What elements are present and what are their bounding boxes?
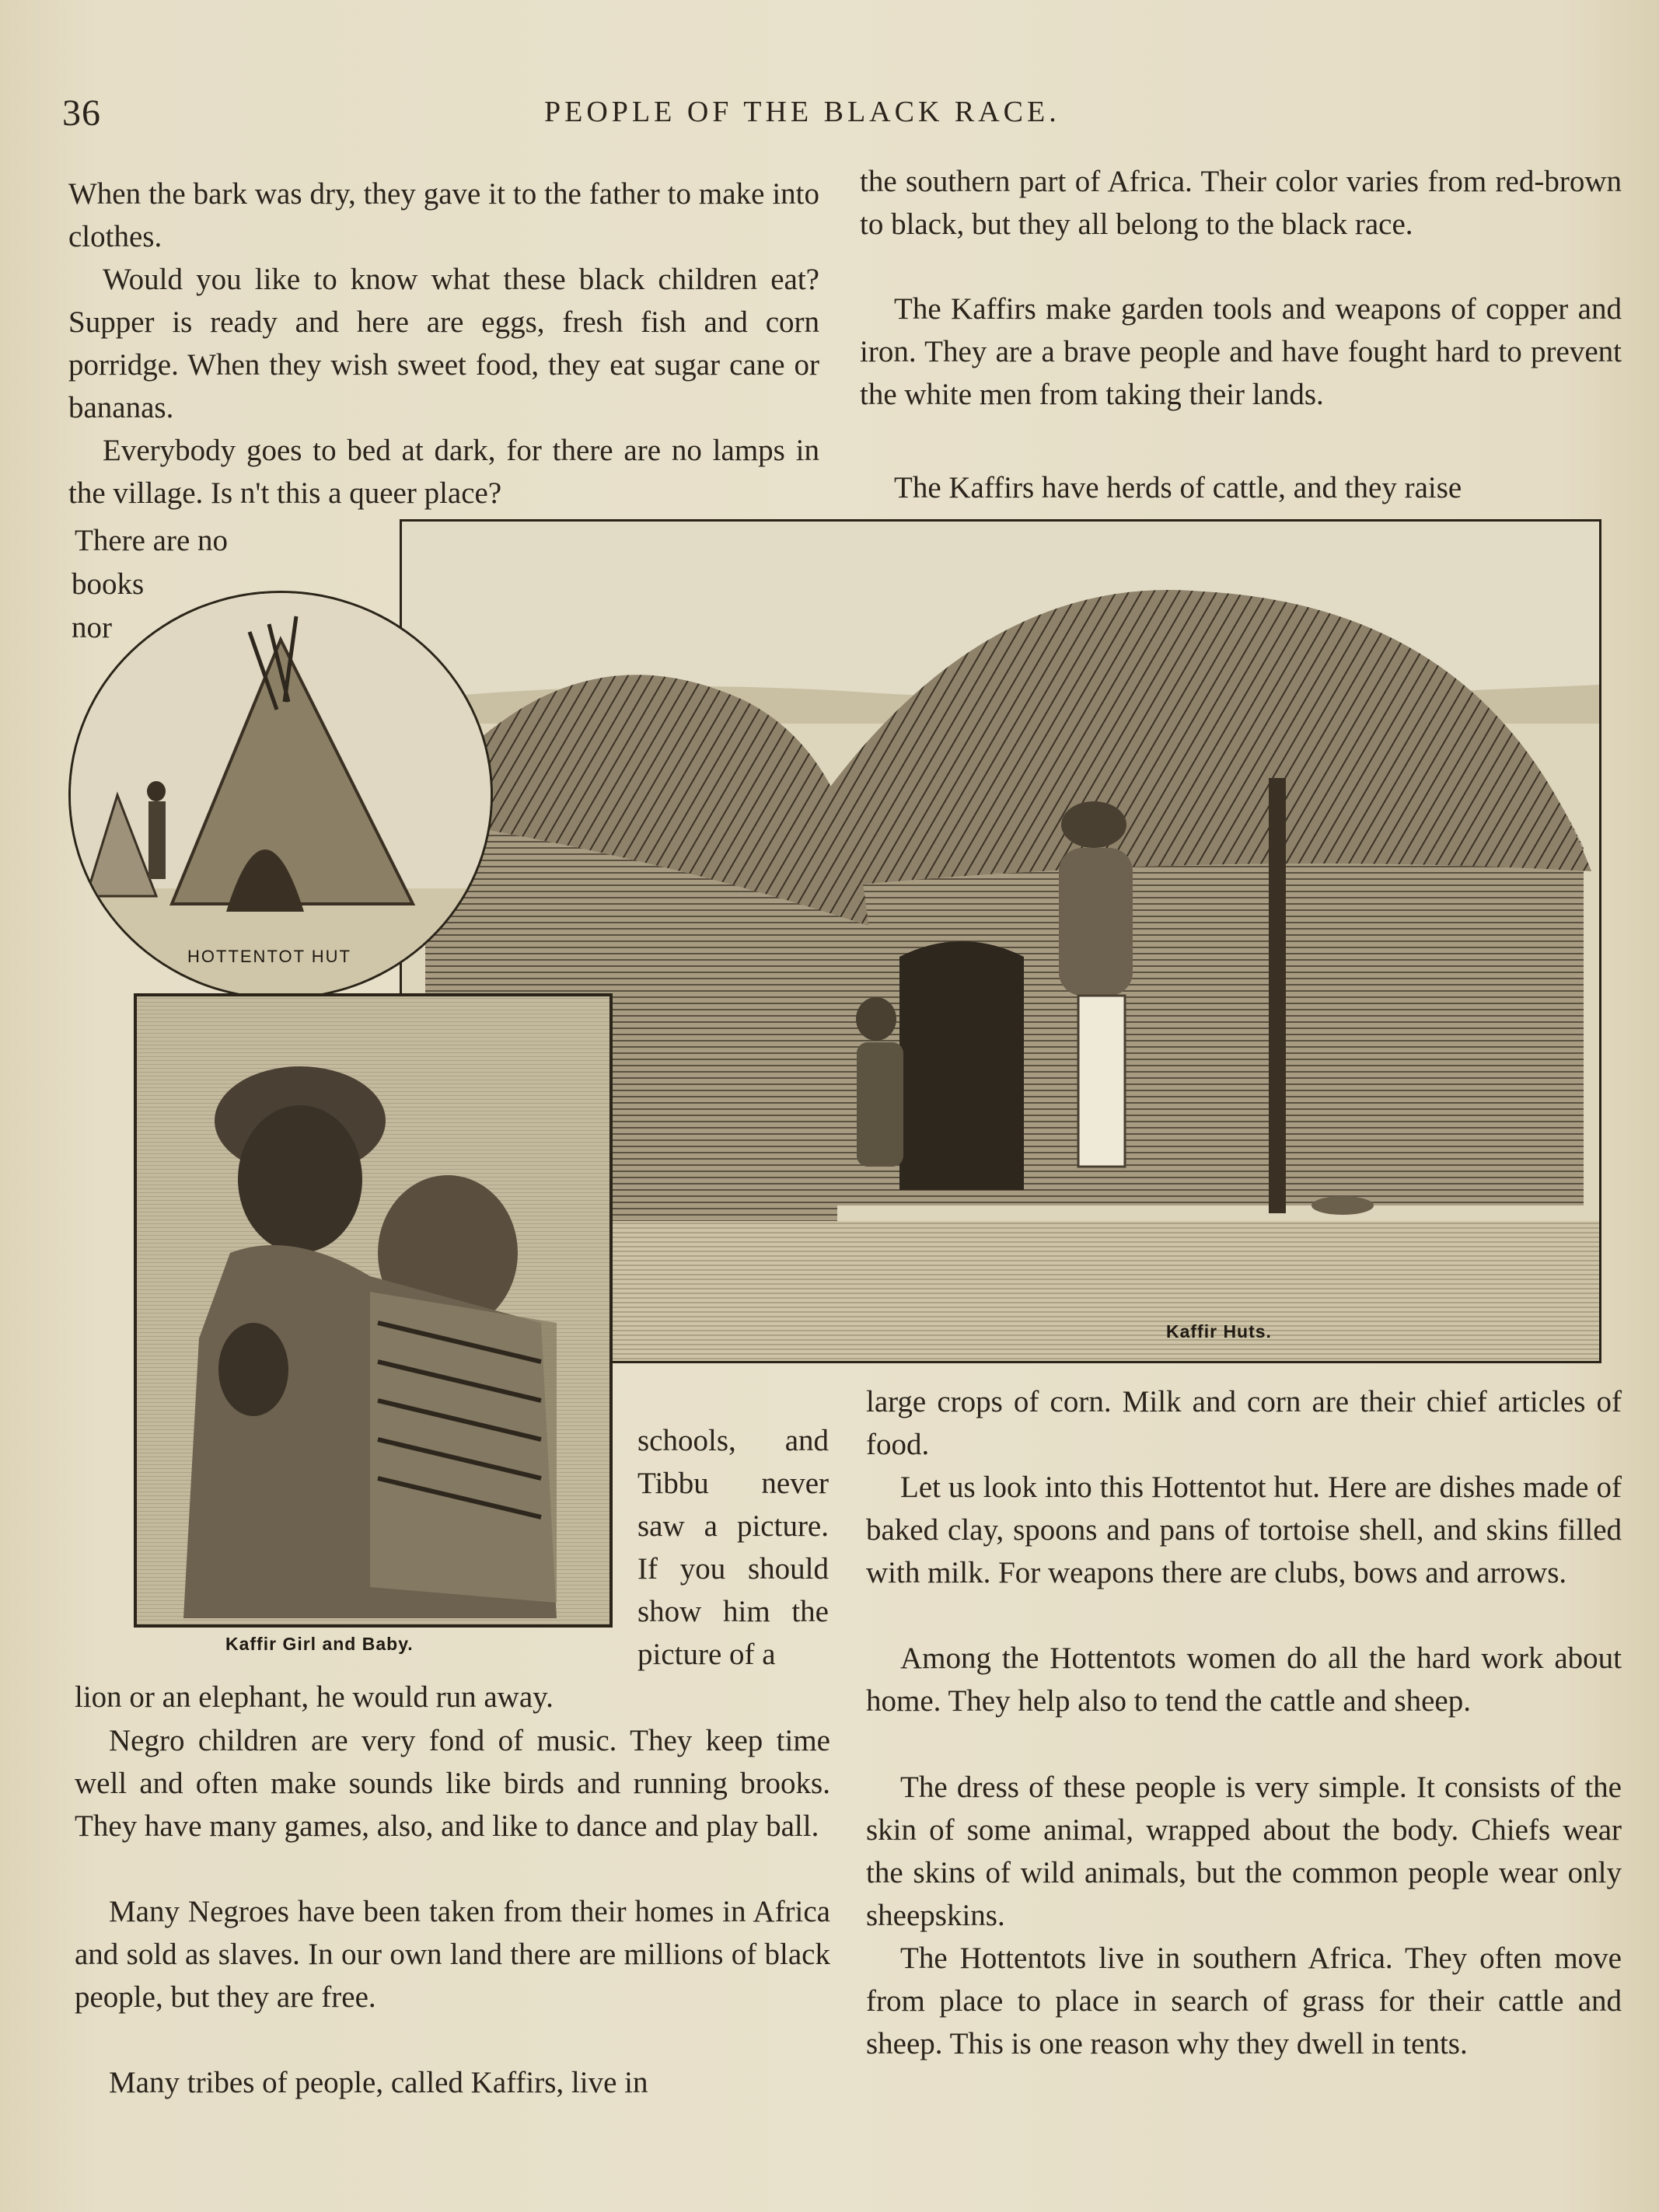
left-paragraph-4-narrow: schools, and Tibbu never saw a picture. If you should show him the picture of a: [637, 1424, 829, 1671]
right-paragraph-3: The Kaffirs have herds of cattle, and they raise: [894, 471, 1462, 504]
left-paragraph-6: Many Negroes have been taken from their homes in Africa and sold as slaves. In our own land there are millions of black people, but they are free.: [75, 1895, 830, 2014]
right-paragraph-1: the southern part of Africa. Their color varies from red-brown to black, but they all belong to the black race.: [860, 165, 1622, 241]
left-paragraph-4-line-3: nor: [72, 611, 112, 644]
kaffir-girl-caption: Kaffir Girl and Baby.: [225, 1634, 414, 1654]
left-paragraph-2: Would you like to know what these black children eat? Supper is ready and here are eggs, fresh fish and corn porridge. When they wish sweet food, they eat sugar cane or bananas.: [68, 263, 819, 424]
page-number: 36: [62, 92, 101, 134]
left-paragraph-5: Negro children are very fond of music. They keep time well and often make sounds like birds and running brooks. They have many games, also, and like to dance and play ball.: [75, 1724, 830, 1843]
kaffir-girl-engraving: [134, 993, 613, 1628]
right-paragraph-7: The Hottentots live in southern Africa. They often move from place to place in search of grass for their cattle and sheep. This is one reason why they dwell in tents.: [866, 1942, 1622, 2060]
right-paragraph-2: The Kaffirs make garden tools and weapons of copper and iron. They are a brave people and have fought hard to prevent the white men from taking their lands.: [860, 292, 1622, 411]
hottentot-hut-illustration: [71, 593, 491, 997]
left-paragraph-4-end: lion or an elephant, he would run away.: [75, 1680, 554, 1714]
left-paragraph-7: Many tribes of people, called Kaffirs, live in: [109, 2066, 648, 2099]
kaffir-girl-illustration: [137, 996, 609, 1624]
left-paragraph-4-line-1: There are no: [75, 524, 229, 557]
hottentot-hut-label: HOTTENTOT HUT: [187, 947, 351, 966]
left-paragraph-1: When the bark was dry, they gave it to the father to make into clothes.: [68, 177, 819, 253]
kaffir-huts-caption: Kaffir Huts.: [1166, 1321, 1272, 1342]
right-paragraph-4: Let us look into this Hottentot hut. Here are dishes made of baked clay, spoons and pans of tortoise shell, and skins filled with milk. For weapons there are clubs, bows and arrows.: [866, 1471, 1622, 1589]
left-paragraph-3: Everybody goes to bed at dark, for there are no lamps in the village. Is n't this a queer place?: [68, 434, 819, 510]
page-header: [62, 92, 1609, 138]
right-paragraph-3-cont: large crops of corn. Milk and corn are their chief articles of food.: [866, 1385, 1622, 1461]
running-head: PEOPLE OF THE BLACK RACE.: [544, 96, 1060, 128]
right-paragraph-6: The dress of these people is very simple. It consists of the skin of some animal, wrapped about the body. Chiefs wear the skins of wild animals, but the common people wear only sheepskins.: [866, 1771, 1622, 1932]
hottentot-hut-vignette: [68, 591, 493, 1000]
left-paragraph-4-line-2: books: [72, 567, 145, 601]
right-paragraph-5: Among the Hottentots women do all the hard work about home. They help also to tend the cattle and sheep.: [866, 1642, 1622, 1718]
